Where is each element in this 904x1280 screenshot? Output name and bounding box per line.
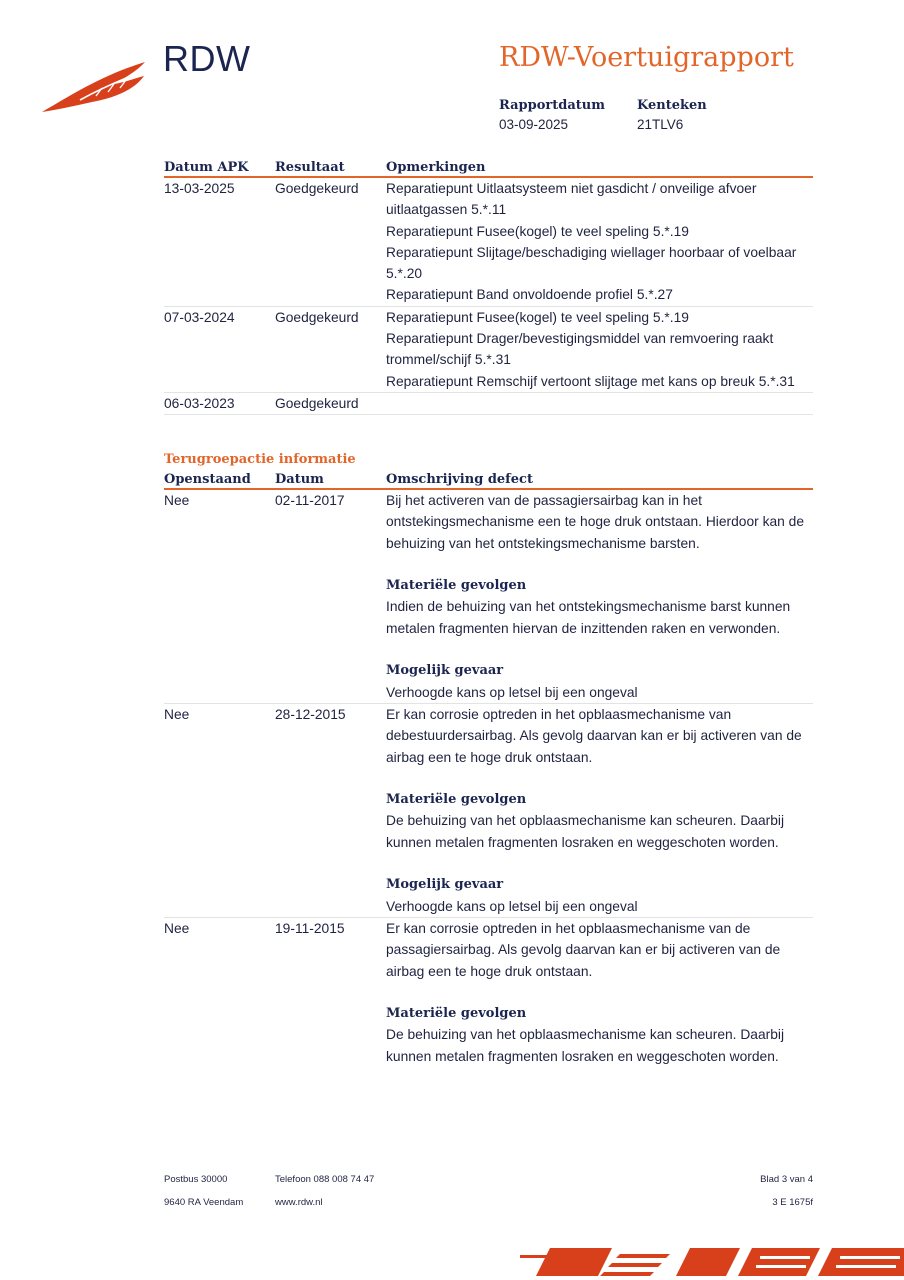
apk-result: Goedgekeurd [275, 309, 359, 325]
col-header-open: Openstaand [164, 472, 251, 487]
apk-table-header [164, 158, 813, 178]
apk-remarks [386, 178, 813, 306]
recall-description [386, 704, 813, 917]
danger-line: Verhoogde kans op letsel bij een ongeval [386, 898, 638, 914]
apk-result: Goedgekeurd [275, 181, 359, 196]
recall-open: Nee [164, 706, 190, 722]
defect-line: passagiersairbag. Als gevolg daarvan kan er bij activeren van de [386, 942, 781, 958]
apk-date: 13-03-2025 [164, 181, 235, 196]
table-row [164, 704, 813, 918]
defect-line: Bij het activeren van de passagiersairbag kan in het [386, 493, 702, 508]
remark-line: trommel/schijf 5.*.31 [386, 352, 511, 368]
apk-date: 06-03-2023 [164, 395, 235, 411]
remark-line: uitlaatgassen 5.*.11 [386, 202, 507, 218]
consequence-line: Indien de behuizing van het ontstekingsmechanisme barst kunnen [386, 599, 791, 615]
table-row [164, 918, 813, 1067]
table-row [164, 490, 813, 704]
defect-line: Er kan corrosie optreden in het opblaasmechanisme van de [386, 920, 751, 936]
defect-line: ontstekingsmechanisme een te hoge druk ontstaan. Hierdoor kan de [386, 514, 804, 530]
recall-date: 19-11-2015 [275, 920, 345, 936]
logo-text: RDW [163, 38, 251, 79]
footer-doc-code: 3 E 1675f [772, 1197, 813, 1208]
apk-date: 07-03-2024 [164, 309, 235, 325]
recall-open: Nee [164, 920, 190, 936]
apk-result: Goedgekeurd [275, 395, 359, 411]
table-row [164, 393, 813, 415]
remark-line: Reparatiepunt Uitlaatsysteem niet gasdicht / onveilige afvoer [386, 181, 757, 196]
recall-description [386, 490, 813, 703]
rdw-logo-icon [40, 56, 150, 116]
col-header-remarks: Opmerkingen [386, 160, 486, 175]
report-date-value: 03-09-2025 [499, 117, 569, 132]
remark-line: Reparatiepunt Fusee(kogel) te veel speling 5.*.19 [386, 223, 689, 239]
remark-line: Reparatiepunt Fusee(kogel) te veel speling 5.*.19 [386, 309, 689, 325]
consequence-line: De behuizing van het opblaasmechanisme kan scheuren. Daarbij [386, 1027, 785, 1043]
defect-line: debestuurdersairbag. Als gevolg daarvan kan er bij activeren van de [386, 728, 802, 744]
apk-remarks [386, 307, 813, 392]
consequences-heading: Materiële gevolgen [386, 792, 527, 808]
plate-block [637, 98, 707, 132]
remark-line: 5.*.20 [386, 266, 423, 282]
col-header-result: Resultaat [275, 160, 345, 175]
recall-description [386, 918, 813, 1067]
recall-table-header [164, 470, 813, 490]
footer-page-number: Blad 3 van 4 [760, 1174, 813, 1185]
danger-heading: Mogelijk gevaar [386, 877, 504, 893]
apk-table [164, 158, 813, 415]
consequence-line: De behuizing van het opblaasmechanisme kan scheuren. Daarbij [386, 813, 785, 829]
remark-line: Reparatiepunt Slijtage/beschadiging wiellager hoorbaar of voelbaar [386, 244, 797, 260]
recall-open: Nee [164, 493, 190, 508]
col-header-date: Datum APK [164, 160, 249, 175]
defect-line: behuizing van het ontstekingsmechanisme barsten. [386, 535, 700, 551]
table-row [164, 178, 813, 307]
recall-section-title: Terugroepactie informatie [164, 452, 356, 467]
apk-remarks [386, 393, 813, 414]
remark-line: Reparatiepunt Drager/bevestigingsmiddel van remvoering raakt [386, 331, 774, 347]
recall-date: 02-11-2017 [275, 493, 345, 508]
consequences-heading: Materiële gevolgen [386, 1006, 527, 1022]
recall-date: 28-12-2015 [275, 706, 346, 722]
defect-line: Er kan corrosie optreden in het opblaasmechanisme van [386, 706, 732, 722]
plate-label: Kenteken [637, 98, 707, 113]
consequences-heading: Materiële gevolgen [386, 578, 527, 594]
defect-line: airbag een te hoge druk ontstaan. [386, 963, 593, 979]
danger-heading: Mogelijk gevaar [386, 663, 504, 679]
footer-postbus: Postbus 30000 [164, 1174, 228, 1185]
footer-web: www.rdw.nl [275, 1197, 323, 1208]
table-row [164, 307, 813, 393]
consequence-line: kunnen metalen fragmenten losraken en weggeschoten worden. [386, 1048, 779, 1064]
defect-line: airbag een te hoge druk ontstaan. [386, 749, 593, 765]
footer-address: 9640 RA Veendam [164, 1197, 244, 1208]
footer-phone: Telefoon 088 008 74 47 [275, 1174, 375, 1185]
remark-line: Reparatiepunt Remschijf vertoont slijtage met kans op breuk 5.*.31 [386, 373, 795, 389]
remark-line: Reparatiepunt Band onvoldoende profiel 5.*.27 [386, 287, 673, 303]
report-date-label: Rapportdatum [499, 98, 605, 113]
col-header-date: Datum [275, 472, 324, 487]
page-title: RDW-Voertuigrapport [499, 42, 794, 73]
decorative-stripes-icon [520, 1244, 904, 1280]
consequence-line: metalen fragmenten hiervan de inzittenden raken en verwonden. [386, 620, 781, 636]
danger-line: Verhoogde kans op letsel bij een ongeval [386, 684, 638, 700]
report-date-block [499, 98, 605, 132]
consequence-line: kunnen metalen fragmenten losraken en weggeschoten worden. [386, 834, 779, 850]
recall-table [164, 450, 813, 1067]
plate-value: 21TLV6 [637, 117, 684, 132]
col-header-defect: Omschrijving defect [386, 472, 533, 487]
